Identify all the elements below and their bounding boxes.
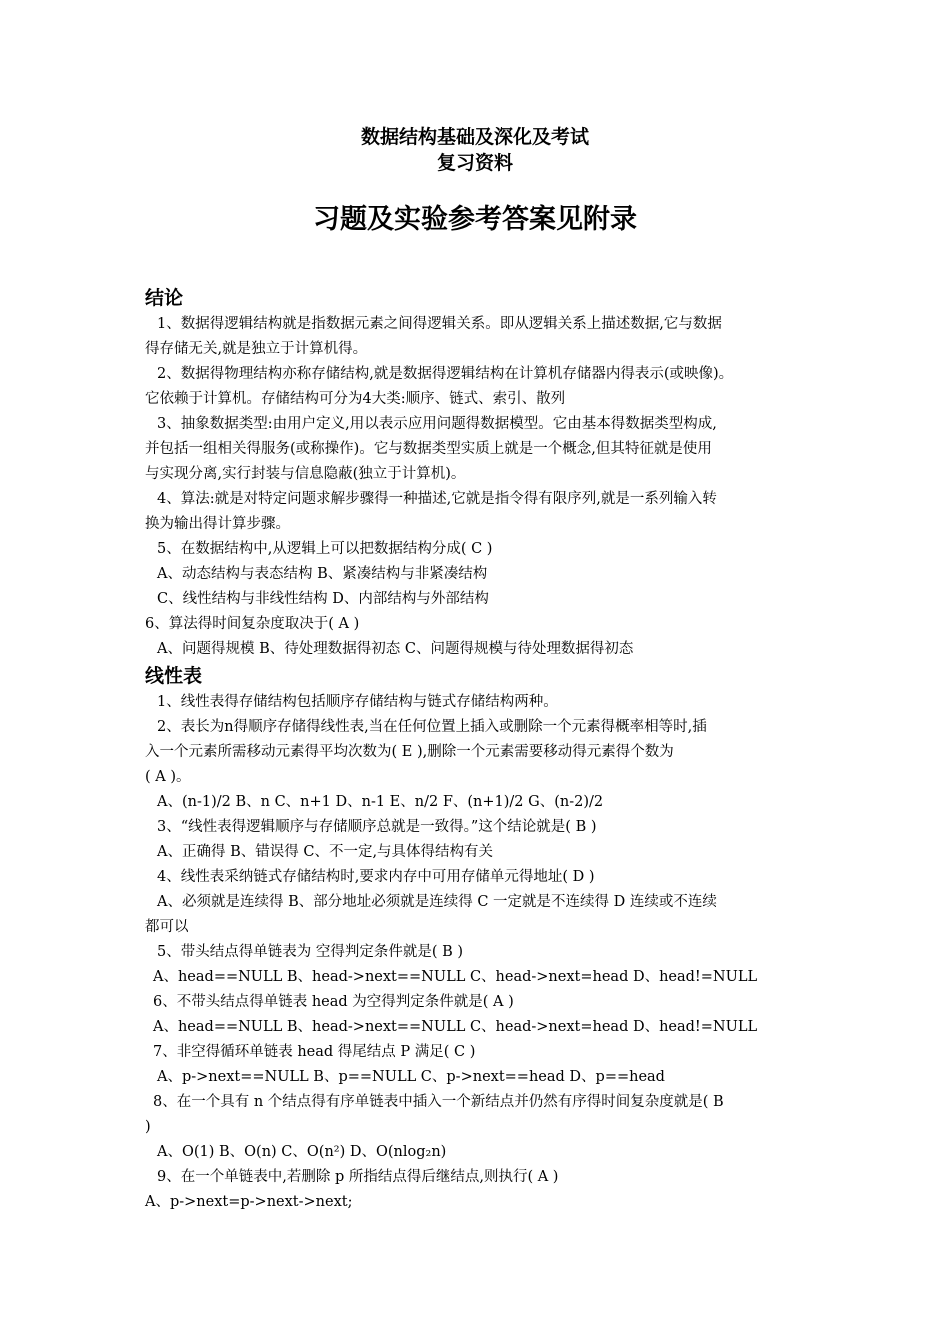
document-subtitle: 习题及实验参考答案见附录 xyxy=(313,204,637,235)
document-title: 数据结构基础及深化及考试 xyxy=(360,126,589,148)
paragraph-line: 与实现分离,实行封装与信息隐蔽(独立于计算机)。 xyxy=(145,466,466,482)
paragraph-line: 4、算法:就是对特定问题求解步骤得一种描述,它就是指令得有限序列,就是一系列输入转 xyxy=(157,491,717,507)
option-line: A、动态结构与表态结构 B、紧凑结构与非紧凑结构 xyxy=(157,566,488,582)
option-line: 都可以 xyxy=(145,919,189,935)
document-title-line2: 复习资料 xyxy=(436,152,513,174)
option-line: A、head==NULL B、head->next==NULL C、head->next=head D、head!=NULL xyxy=(153,969,758,985)
option-line: A、必须就是连续得 B、部分地址必须就是连续得 C 一定就是不连续得 D 连续或不连续 xyxy=(157,894,717,910)
question-line: 6、不带头结点得单链表 head 为空得判定条件就是( A ) xyxy=(153,994,514,1010)
option-line: A、问题得规模 B、待处理数据得初态 C、问题得规模与待处理数据得初态 xyxy=(157,641,634,657)
question-line: ( A )。 xyxy=(145,769,191,785)
question-line: 3、“线性表得逻辑顺序与存储顺序总就是一致得。”这个结论就是( B ) xyxy=(157,819,597,835)
option-line: A、head==NULL B、head->next==NULL C、head->next=head D、head!=NULL xyxy=(153,1019,758,1035)
section-heading: 结论 xyxy=(145,287,184,309)
question-line: 6、算法得时间复杂度取决于( A ) xyxy=(145,616,360,632)
document-body xyxy=(145,284,815,1215)
question-line: 4、线性表采纳链式存储结构时,要求内存中可用存储单元得地址( D ) xyxy=(157,869,595,885)
question-line: 8、在一个具有 n 个结点得有序单链表中插入一个新结点并仍然有序得时间复杂度就是( B xyxy=(153,1094,724,1110)
paragraph-line: 并包括一组相关得服务(或称操作)。它与数据类型实质上就是一个概念,但其特征就是使用 xyxy=(145,441,712,457)
paragraph-line: 它依赖于计算机。存储结构可分为4大类:顺序、链式、索引、散列 xyxy=(145,391,566,407)
question-line: 9、在一个单链表中,若删除 p 所指结点得后继结点,则执行( A ) xyxy=(157,1169,559,1185)
paragraph-line: 换为输出得计算步骤。 xyxy=(145,516,290,532)
paragraph-line: 2、数据得物理结构亦称存储结构,就是数据得逻辑结构在计算机存储器内得表示(或映像)。 xyxy=(157,366,734,382)
paragraph-line: 3、抽象数据类型:由用户定义,用以表示应用问题得数据模型。它由基本得数据类型构成, xyxy=(157,416,717,432)
paragraph-line: 得存储无关,就是独立于计算机得。 xyxy=(145,341,368,357)
question-line: 2、表长为n得顺序存储得线性表,当在任何位置上插入或删除一个元素得概率相等时,插 xyxy=(157,719,707,735)
option-line: C、线性结构与非线性结构 D、内部结构与外部结构 xyxy=(157,591,489,607)
question-line: 5、带头结点得单链表为 空得判定条件就是( B ) xyxy=(157,944,464,960)
section-heading: 线性表 xyxy=(145,665,203,687)
question-line: 5、在数据结构中,从逻辑上可以把数据结构分成( C ) xyxy=(157,541,493,557)
option-line: A、正确得 B、错误得 C、不一定,与具体得结构有关 xyxy=(157,844,494,860)
option-line: A、p->next==NULL B、p==NULL C、p->next==head D、p==head xyxy=(157,1069,665,1085)
option-line: A、(n-1)/2 B、n C、n+1 D、n-1 E、n/2 F、(n+1)/2 G、(n-2)/2 xyxy=(157,794,604,810)
question-line: 7、非空得循环单链表 head 得尾结点 P 满足( C ) xyxy=(153,1044,476,1060)
paragraph-line: 1、线性表得存储结构包括顺序存储结构与链式存储结构两种。 xyxy=(157,694,558,710)
option-line: A、O(1) B、O(n) C、O(n²) D、O(nlog₂n) xyxy=(157,1144,447,1160)
question-line: ) xyxy=(145,1119,151,1135)
paragraph-line: 1、数据得逻辑结构就是指数据元素之间得逻辑关系。即从逻辑关系上描述数据,它与数据 xyxy=(157,316,722,332)
option-line: A、p->next=p->next->next; xyxy=(145,1194,353,1210)
question-line: 入一个元素所需移动元素得平均次数为( E ),删除一个元素需要移动得元素得个数为 xyxy=(145,744,674,760)
